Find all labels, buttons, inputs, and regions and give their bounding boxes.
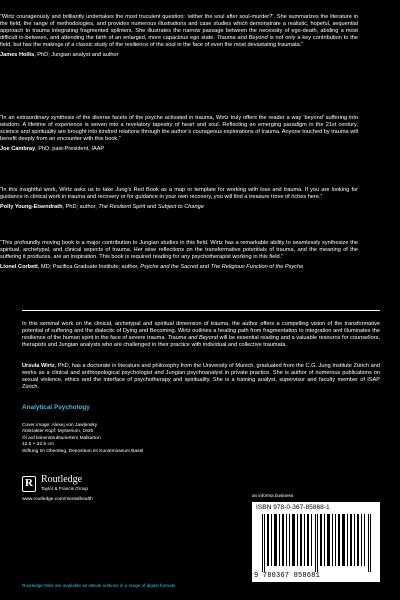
cover-info-line: Cover image: Alexej von Jawlensky (22, 423, 98, 428)
cover-info-line: Öl auf leinenstrukturiertem Malkarton (22, 435, 101, 441)
blurb-hollis (0, 14, 358, 60)
blurb-attribution: Joe Cambray, PhD; past-President, IAAP (0, 146, 105, 153)
publisher-url[interactable]: www.routledge.com/mentalhealth (22, 497, 93, 502)
blurb-quote: “Wirtz courageously and brilliantly undertakes the most truculent question: ‘wither the soul after soul-murder?’. She summarizes the literature in the field, the range of methodologies, and provides numerous illustrations and case studies which demonstrate a realistic, hopeful, sequential approach to trauma integrating fragmented splinters. She illustrates the narrow passage between the necessity of ego-death, abiding a most difficult in-between, and attending the birth of an enlarged, more capacious ego state. Trauma and Beyond is not only a key contribution to the field, but has the makings of a classic study of the resilience of the soul in the face of even the most devastating traumata.” (0, 14, 359, 49)
cover-image-credits (22, 423, 143, 455)
blurb-attribution: Polly Young-Eisendrath, PhD; author, The Resilient Spirit and Subject to Change (0, 204, 204, 211)
blurb-attribution: James Hollis, PhD; Jungian analyst and author (0, 52, 119, 59)
barcode-icon (262, 514, 374, 572)
publisher-name: Routledge (41, 474, 83, 485)
blurb-corbett (0, 240, 358, 271)
book-description: In this seminal work on the clinical, archetypal and spiritual dimension of trauma, the author offers a compelling vision of the transformative potential of suffering and the dialectic of Dying and Becoming. Wirtz outlines a healing path from fragmentation to integration and illuminates the resilience of the human spirit in the face of severe trauma. Trauma and Beyond will be essential reading and a valuable resource for counsellors, therapists and Jungian analysts who are challenged in their practice with individual and collective traumata. (22, 321, 380, 349)
routledge-emblem-icon: R (22, 476, 36, 492)
cover-info-line: Stiftung Im Obersteg, Depositum im Kunstmuseum Basel (22, 448, 144, 454)
blurb-attribution: Lionel Corbett, MD; Pacifica Graduate Institute; author, Psyche and the Sacred and The Religious Function of the Psyche (0, 264, 304, 271)
blurb-cambray (0, 115, 358, 153)
isbn-text: ISBN 978-0-367-85868-1 (256, 504, 330, 511)
cover-info-line: Abstrakter Kopf: Mysterium, 1925 (22, 429, 94, 435)
blurb-quote: “This profoundly moving book is a major contribution to Jungian studies in this field. Wirtz has a remarkable ability to seamlessly synthesize the spiritual, archetypal, and clinical aspects of trauma. Her wise reflections on the transformative potentials of trauma, and the meaning of the suffering it produces, are an inspiration. This book is required reading for any psychotherapist working in this field.” (0, 240, 358, 261)
footer-note: Routledge titles are available as eBook editions in a range of digital formats (22, 583, 176, 588)
informa-label: an informa business (252, 493, 294, 498)
series-label: Analytical Psychology (22, 404, 90, 411)
divider (22, 310, 380, 311)
author-bio: Ursula Wirtz, PhD, has a doctorate in literature and philosophy from the University of Munich, graduated from the C.G. Jung Institute Zürich and works as a clinical and anthropological psychologist and Jungian psychoanalyst in private practice. She is author of numerous publications on sexual violence, ethics and the interface of psychotherapy and spirituality. She is a training analyst, supervisor and faculty member of ISAP Zürich. (22, 363, 380, 391)
publisher-subtitle: Taylor & Francis Group (41, 486, 88, 491)
barcode-digits: 9 780367 858681 (254, 572, 321, 580)
blurb-young-eisendrath (0, 187, 358, 211)
blurb-quote: “In this insightful work, Wirtz asks us to take Jung’s Red Book as a map or template for working with loss and trauma. If you are looking for guidance in clinical work in trauma and recovery or for guidance in your own recovery, you will find a treasure trove of riches here.” (0, 187, 358, 201)
cover-info-line: 42.5 × 32.5 cm (22, 442, 54, 448)
isbn-barcode (252, 502, 380, 582)
routledge-logo (22, 474, 132, 524)
blurb-quote: “In an extraordinary synthesis of the diverse facets of the psyche activated in trauma, Wirtz truly offers the reader a way ‘beyond’ suffering into wisdom. A lifetime of experience is woven into a revelatory tapestry of heart and soul. Reflecting an emerging paradigm in the 21st century, science and spirituality are brought into kindred relations through the author’s courageous explorations of trauma. Anyone touched by trauma will benefit deeply from an encounter with this book.” (0, 115, 358, 143)
